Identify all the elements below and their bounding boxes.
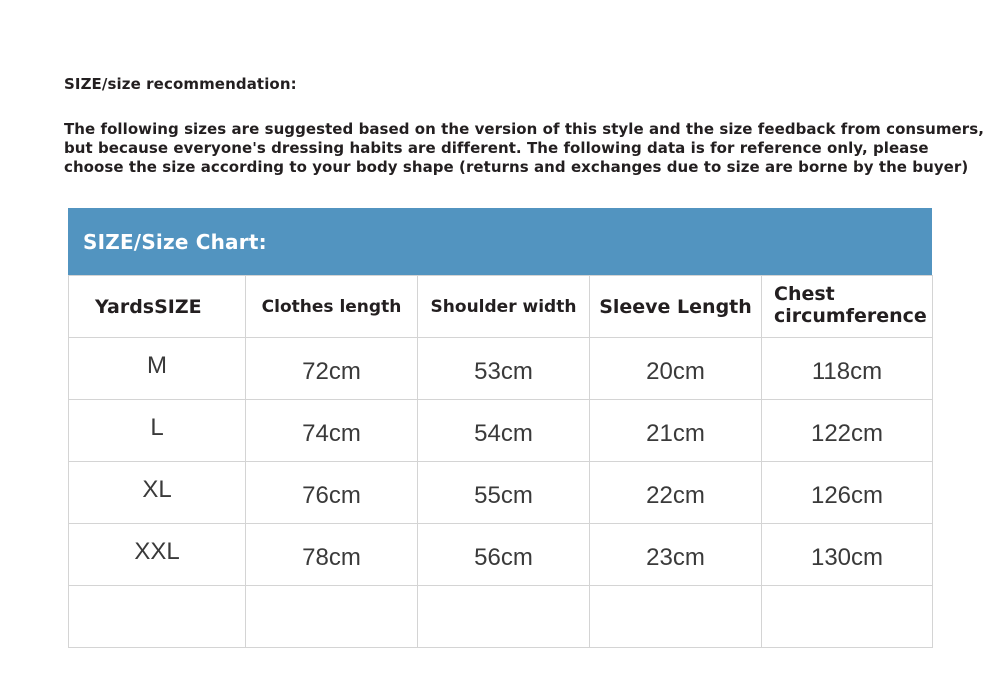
size-cell: XL (69, 462, 246, 524)
clothes-length-cell (246, 586, 418, 648)
chest-circumference-cell (762, 586, 933, 648)
size-cell: L (69, 400, 246, 462)
size-chart-table (68, 275, 933, 648)
size-cell: XXL (69, 524, 246, 586)
intro-line: but because everyone's dressing habits are different. The following data is for reference only, please (64, 139, 929, 157)
header-shoulder-width: Shoulder width (418, 276, 590, 338)
size-cell: M (69, 338, 246, 400)
table-header-row (69, 276, 933, 338)
header-size: YardsSIZE (69, 276, 246, 338)
header-chest-circumference: Chest circumference (762, 276, 933, 338)
table-row (69, 400, 933, 462)
chest-circumference-cell: 126cm (762, 462, 933, 524)
sleeve-length-cell (590, 586, 762, 648)
sleeve-length-cell: 23cm (590, 524, 762, 586)
clothes-length-cell: 78cm (246, 524, 418, 586)
chest-circumference-cell: 122cm (762, 400, 933, 462)
header-clothes-length: Clothes length (246, 276, 418, 338)
intro-line: choose the size according to your body shape (returns and exchanges due to size are borne by the buyer) (64, 158, 969, 176)
intro-line: The following sizes are suggested based on the version of this style and the size feedback from consumers, (64, 120, 984, 138)
shoulder-width-cell: 53cm (418, 338, 590, 400)
chest-circumference-cell: 118cm (762, 338, 933, 400)
size-chart-banner (68, 208, 932, 275)
sleeve-length-cell: 20cm (590, 338, 762, 400)
header-sleeve-length: Sleeve Length (590, 276, 762, 338)
clothes-length-cell: 74cm (246, 400, 418, 462)
sleeve-length-cell: 22cm (590, 462, 762, 524)
shoulder-width-cell: 55cm (418, 462, 590, 524)
shoulder-width-cell (418, 586, 590, 648)
table-row (69, 586, 933, 648)
shoulder-width-cell: 54cm (418, 400, 590, 462)
sleeve-length-cell: 21cm (590, 400, 762, 462)
clothes-length-cell: 76cm (246, 462, 418, 524)
intro-paragraph (64, 120, 984, 177)
size-chart-title: SIZE/Size Chart: (83, 229, 267, 254)
shoulder-width-cell: 56cm (418, 524, 590, 586)
size-cell (69, 586, 246, 648)
chest-circumference-cell: 130cm (762, 524, 933, 586)
clothes-length-cell: 72cm (246, 338, 418, 400)
section-heading: SIZE/size recommendation: (64, 75, 297, 93)
table-row (69, 524, 933, 586)
table-row (69, 338, 933, 400)
table-row (69, 462, 933, 524)
